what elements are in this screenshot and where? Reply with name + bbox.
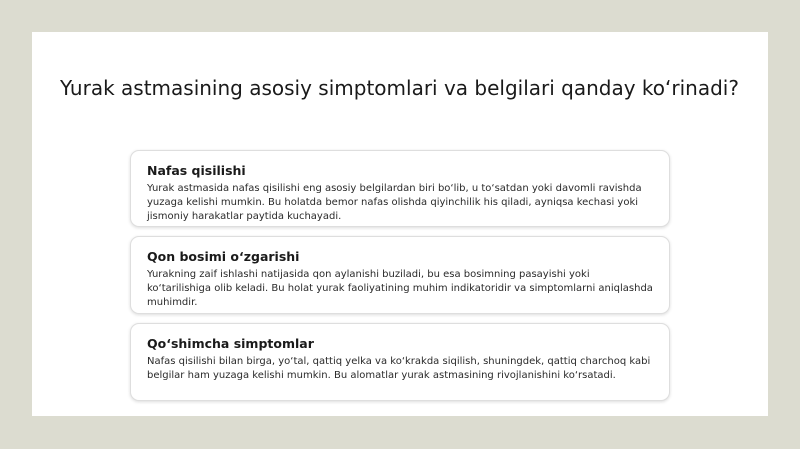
card-heading: Nafas qisilishi: [147, 163, 246, 178]
card-text: Yurakning zaif ishlashi natijasida qon aylanishi buziladi, bu esa bosimning pasayishi yoki ko‘tarilishiga olib keladi. Bu holat yurak faoliyatining muhim indikatoridir va simptomlarni aniqlashda muhimdir.: [147, 269, 653, 308]
card-text: Yurak astmasida nafas qisilishi eng asosiy belgilardan biri bo‘lib, u to‘satdan yoki davomli ravishda yuzaga kelishi mumkin. Bu holatda bemor nafas olishda qiyinchilik his qiladi, ayniqsa kechasi yoki jismoniy harakatlar paytida kuchayadi.: [147, 183, 642, 222]
card-heading: Qon bosimi o‘zgarishi: [147, 249, 300, 264]
card-text: Nafas qisilishi bilan birga, yo‘tal, qattiq yelka va ko‘krakda siqilish, shuningdek, qattiq charchoq kabi belgilar ham yuzaga kelishi mumkin. Bu alomatlar yurak astmasining rivojlanishini ko‘rsatadi.: [147, 356, 651, 381]
slide-title: Yurak astmasining asosiy simptomlari va belgilari qanday ko‘rinadi?: [60, 76, 739, 100]
symptom-card-blood-pressure: [130, 236, 670, 314]
slide: [32, 32, 768, 416]
symptom-card-additional: [130, 323, 670, 401]
symptom-card-shortness-of-breath: [130, 150, 670, 227]
card-heading: Qo‘shimcha simptomlar: [147, 336, 314, 351]
